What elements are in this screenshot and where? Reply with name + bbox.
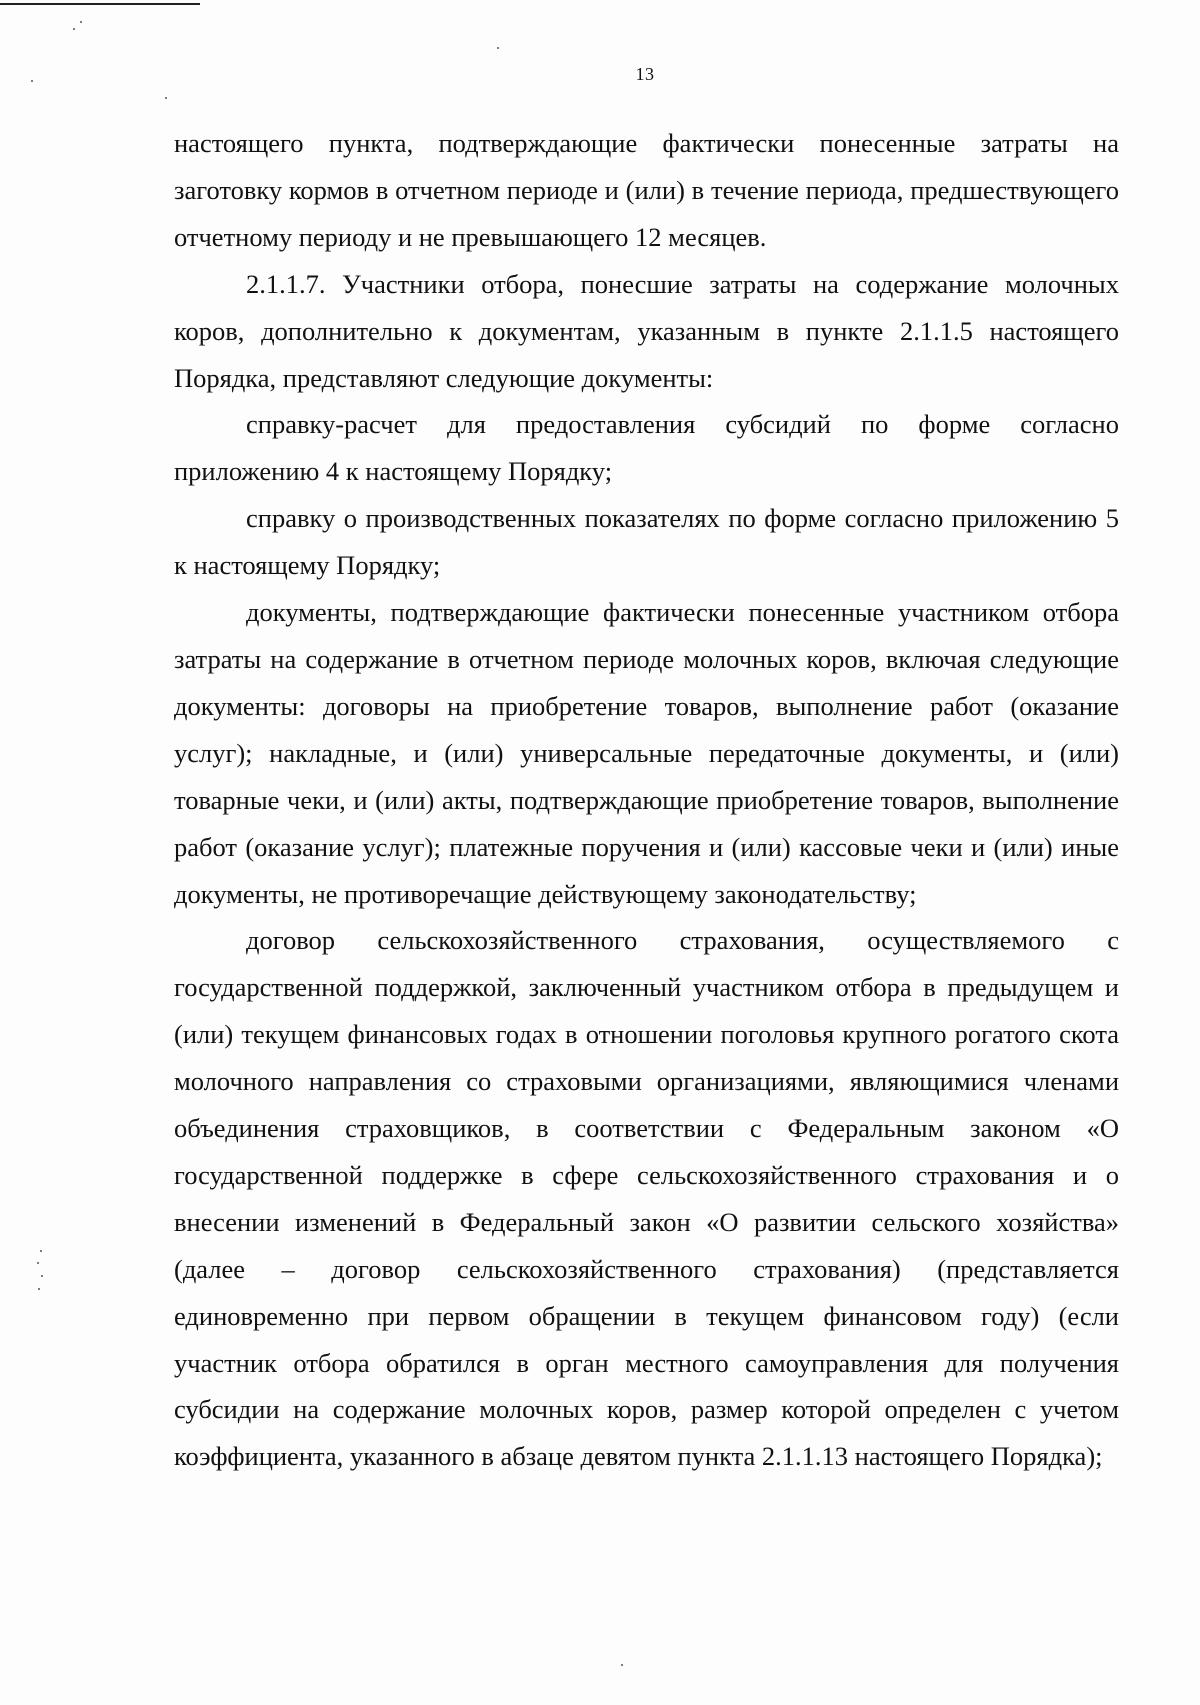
paragraph-clause-2-1-1-7: 2.1.1.7. Участники отбора, понесшие затраты на содержание молочных коров, дополнительно к документам, указанным в пункте 2.1.1.5 настоящего Порядка, представляют следующие документы: (174, 268, 1119, 393)
document-body (174, 120, 1119, 1480)
scan-edge-line (0, 3, 200, 5)
page-number: 13 (635, 64, 655, 84)
paragraph-cost-documents: документы, подтверждающие фактически понесенные участником отбора затраты на содержание в отчетном периоде молочных коров, включая следующие документы: договоры на приобретение товаров, выполнение работ (оказание услуг); накладные, и (или) универсальные передаточные документы, и (или) товарные чеки, и (или) акты, подтверждающие приобретение товаров, выполнение работ (оказание услуг); платежные поручения и (или) кассовые чеки и (или) иные документы, не противоречащие действующему законодательству; (174, 597, 1119, 909)
paragraph-insurance-contract: договор сельскохозяйственного страхования, осуществляемого с государственной поддержкой, заключенный участником отбора в предыдущем и (или) текущем финансовых годах в отношении поголовья крупного рогатого скота молочного направления со страховыми организациями, являющимися членами объединения страховщиков, в соответствии с Федеральным законом «О государственной поддержке в сфере сельскохозяйственного страхования и о внесении изменений в Федеральный закон «О развитии сельского хозяйства» (далее – договор сельскохозяйственного страхования) (представляется единовременно при первом обращении в текущем финансовом году) (если участник отбора обратился в орган местного самоуправления для получения субсидии на содержание молочных коров, размер которой определен с учетом коэффициента, указанного в абзаце девятом пункта 2.1.1.13 настоящего Порядка); (174, 925, 1119, 1472)
paragraph-production-indicators: справку о производственных показателях по форме согласно приложению 5 к настоящему Порядку; (174, 503, 1119, 581)
paragraph-calculation-certificate: справку-расчет для предоставления субсидий по форме согласно приложению 4 к настоящему Порядку; (174, 409, 1119, 487)
paragraph-continuation: настоящего пункта, подтверждающие фактически понесенные затраты на заготовку кормов в отчетном периоде и (или) в течение периода, предшествующего отчетному периоду и не превышающего 12 месяцев. (174, 128, 1119, 252)
